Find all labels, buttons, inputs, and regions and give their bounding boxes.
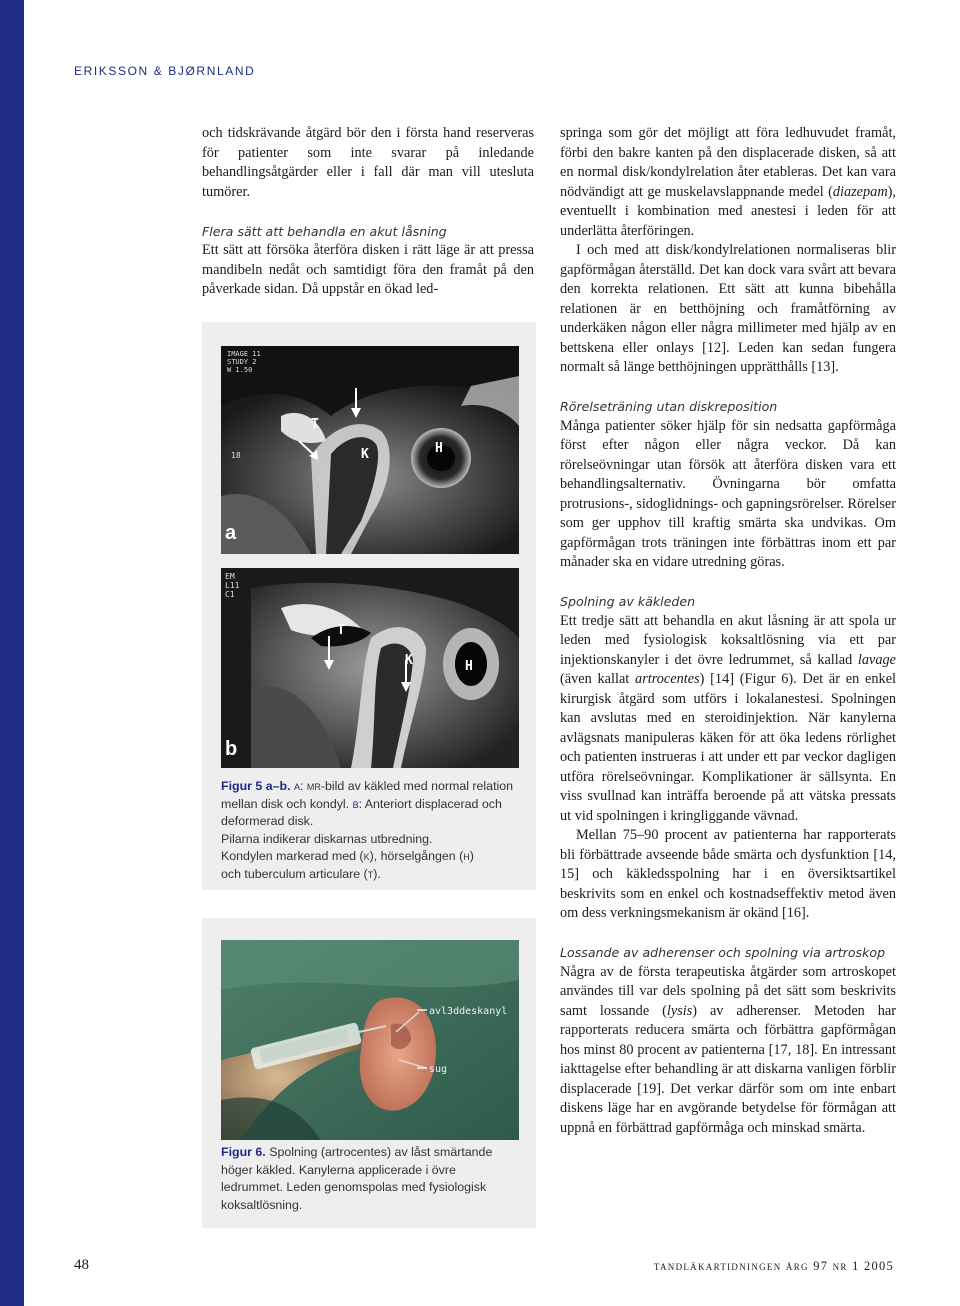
- figure-6-caption-text: Spolning (artrocentes) av låst smärtande höger käkled. Kanylerna applicerade i övre ledrummet. Leden genomspolas med fysiologisk koksaltlösning.: [221, 1145, 493, 1212]
- right-paragraph-1: [560, 124, 896, 241]
- caption-line5b: ).: [373, 866, 381, 881]
- right-p1-em: diazepam: [832, 183, 888, 200]
- caption-line4c: ): [469, 849, 474, 864]
- image-a-header-text: [227, 350, 261, 374]
- photo-label-needle: avl3ddeskanyl: [429, 1006, 508, 1017]
- page-number: 48: [74, 1257, 89, 1273]
- right-p4-em2: artrocentes: [635, 671, 700, 687]
- subheading-movement-training: Rörelseträning utan diskreposition: [560, 399, 778, 414]
- image-b-header-text: [225, 572, 239, 599]
- figure-5-caption-lead: Figur 5 a–b.: [221, 779, 291, 793]
- photo-label-suction: sug: [429, 1064, 448, 1075]
- label-k-b: K: [405, 653, 413, 668]
- mr-image-a-graphic: [221, 346, 519, 554]
- right-p4c: ) [14] (Figur 6). Det är en enkel kirurgisk åtgärd som utförs i lokalanestesi. Spolningen kan avslutas med en steroidinjektion. När kanylerna avlägsnats manipuleras käken för att öka ledens rörlighet och patienten instrueras i att under ett par veckor dagligen utföra rörelseövningar. Komplikationer är sällsynta. En viss svullnad kan inträffa beroende på att vätska pressats ut vid spolningen i kringliggande vävnad.: [560, 671, 897, 824]
- right-paragraph-4: [560, 612, 896, 827]
- caption-k: k: [363, 849, 370, 864]
- label-t-a: T: [311, 417, 319, 432]
- journal-footer: tandläkartidningen årg 97 nr 1 2005: [653, 1259, 894, 1273]
- caption-t: t: [367, 866, 374, 881]
- right-p1-text: springa som gör det möjligt att föra ledhuvudet framåt, förbi den bakre kanten på den displacerade disken, så att en normal disk/kondylrelation åter etableras. Det kan vara nödvändigt att ge muskelavslappnande medel (: [560, 125, 896, 200]
- right-paragraph-3: Många patienter söker hjälp för sin nedsatta gapförmåga först efter någon eller några veckor. Då kan rörelseövningar utan försök att återföra disken vara ett behandlingsalternativ. Övningarna bör omfatta protrusions-, sidoglidnings- och gapningsrörelser. Rörelser som ger upphov till kraftig smärta ska undvikas. Om gapförmågan trots träningen inte förbättras inom ett par månader ska en vidare utredning göras.: [560, 417, 896, 570]
- left-paragraph-1: och tidskrävande åtgärd bör den i första hand reserveras för patienter som inte svarar på inledande behandlingsåtgärder eller i fall där man vill utesluta tumörer.: [202, 125, 534, 200]
- image-a-text-line1: IMAGE 11: [227, 350, 261, 358]
- label-h-b: H: [465, 659, 473, 674]
- right-p6b: ) av adherenser. Metoden har rapporterats reducera smärta och förbättra gapförmågan hos minst 80 procent av patienterna [17, 18]. En intressant iakttagelse efter behandling är att diskarna vanligen förblir displacerade [19]. Det verkar därför som om inte enbart diskens läge har en avgörande betydelse för förmågan att uppnå en förbättrad gapförmåga och minskad smärta.: [560, 1002, 897, 1136]
- caption-b-text: Anteriort displacerad och deformerad disk.: [221, 796, 502, 829]
- panel-letter-b: b: [225, 738, 238, 760]
- page-spine-bar: [0, 0, 24, 1306]
- subheading-acute-locking: Flera sätt att behandla en akut låsning: [202, 223, 447, 239]
- figure-5-panel: [202, 322, 536, 890]
- right-paragraph-6: [560, 963, 896, 1139]
- caption-line-arrows: Pilarna indikerar diskarnas utbredning.: [221, 831, 433, 846]
- right-p4-em1: lavage: [857, 651, 896, 668]
- mr-image-b: [221, 568, 519, 768]
- right-p6a: Några av de första terapeutiska åtgärder som artroskopet användes till var dels spolning på det sätt som beskrivits samt lossande (: [560, 963, 896, 1019]
- right-p1-end: ), eventuellt i kombination med anestesi i leden för att underlätta återföringen.: [560, 183, 896, 239]
- running-head: ERIKSSON & BJØRNLAND: [74, 64, 256, 78]
- right-paragraph-2: I och med att disk/kondylrelationen normaliseras blir gapförmågan återställd. Det kan dock vara svårt att bevara den korrekta relationen. Ett sätt att kunna bibehålla relationen är en betthöjning och framåtförning av underkäken någon eller några millimeter med hjälp av en bettskena eller onlays [12]. Leden kan sedan fungera normalt så länge betthöjningen upprätthålls [13].: [560, 242, 896, 375]
- figure-6-caption-lead: Figur 6.: [221, 1145, 266, 1159]
- caption-a-text: -bild av käkled med normal relation mellan disk och kondyl.: [221, 779, 514, 811]
- panel-letter-a: a: [225, 522, 237, 544]
- image-a-side-text: 18: [231, 451, 241, 460]
- caption-key-b: b:: [352, 796, 363, 811]
- right-p4b: (även kallat: [560, 671, 636, 687]
- photo-arthrocentesis: [221, 940, 519, 1140]
- caption-line5a: och tuberculum articulare (: [221, 866, 368, 881]
- right-column: [560, 124, 896, 1138]
- left-paragraph-2: Ett sätt att försöka återföra disken i rätt läge är att pressa mandibeln nedåt och samtidigt föra den framåt på den påverkade sidan. Då uppstår en ökad led-: [202, 242, 534, 297]
- image-b-text-line1: EM: [225, 572, 235, 581]
- left-column: [202, 124, 534, 300]
- caption-line4a: Kondylen markerad med (: [221, 849, 364, 864]
- caption-key-a: a:: [294, 779, 304, 793]
- image-a-text-line3: W 1.50: [227, 366, 253, 374]
- figure-5-caption: [221, 778, 521, 884]
- mr-image-b-graphic: [221, 568, 519, 768]
- right-p6-em: lysis: [666, 1002, 693, 1019]
- caption-line4b: ), hörselgången (: [369, 849, 464, 864]
- right-paragraph-5: Mellan 75–90 procent av patienterna har rapporterats bli förbättrade avseende både smärta och dysfunktion [14, 15] och käkledsspolning har i en översiktsartikel beskrivits som en enkel och kostnadseffektiv metod även om dess verkningsmekanism är okänd [16].: [560, 827, 896, 921]
- image-a-text-line2: STUDY 2: [227, 358, 257, 366]
- caption-line-kondyl: [221, 848, 521, 866]
- label-t-b: T: [337, 623, 345, 638]
- label-k-a: K: [361, 447, 369, 462]
- image-b-text-line2: L11: [225, 581, 240, 590]
- subheading-lavage: Spolning av käkleden: [560, 594, 696, 609]
- label-h-a: H: [435, 441, 443, 456]
- caption-mr: mr: [306, 779, 321, 793]
- figure-6-panel: [202, 918, 536, 1228]
- subheading-arthroscopy: Lossande av adherenser och spolning via artroskop: [560, 945, 886, 960]
- right-p4a: Ett tredje sätt att behandla en akut låsning är att spola ur leden med fysiologisk koksaltlösning via ett par injektionskanyler i det övre ledrummet, så kallad: [560, 612, 896, 668]
- figure-6-caption: [221, 1144, 507, 1214]
- mr-image-a: [221, 346, 519, 554]
- image-b-text-line3: C1: [225, 590, 235, 599]
- caption-h: h: [463, 849, 470, 864]
- photo-arthrocentesis-graphic: [221, 940, 519, 1140]
- caption-line-tuberculum: [221, 866, 521, 884]
